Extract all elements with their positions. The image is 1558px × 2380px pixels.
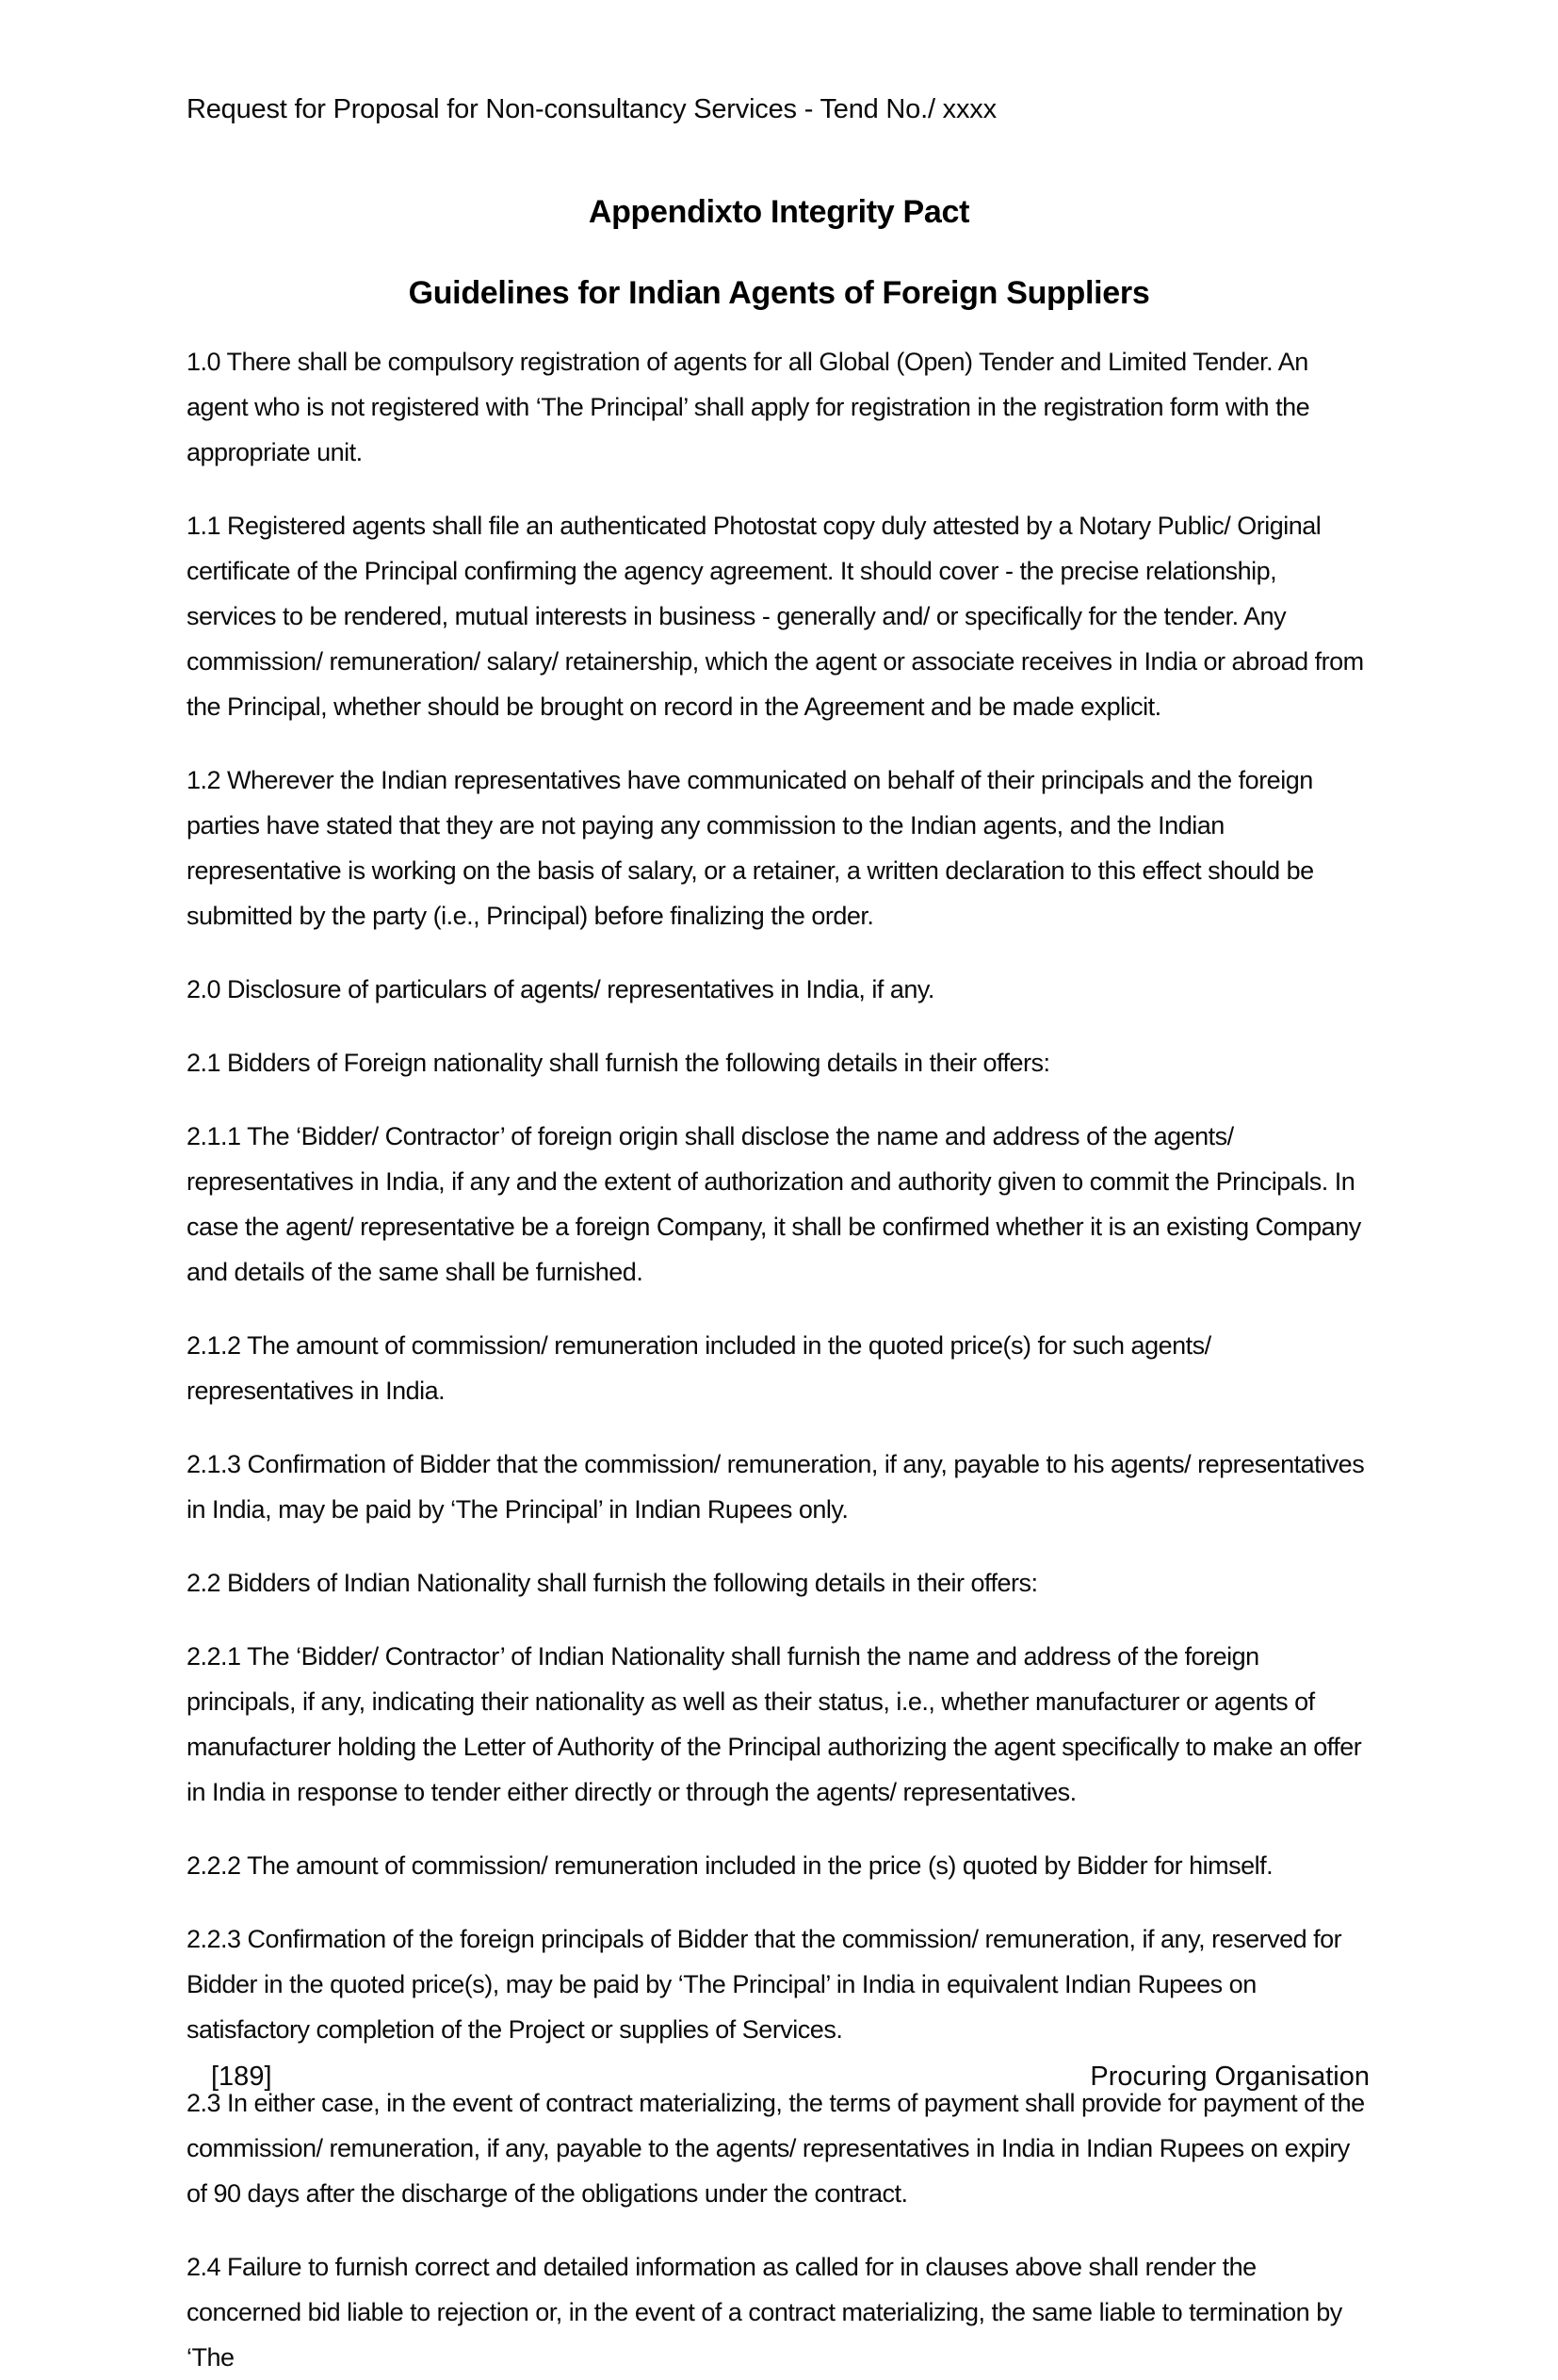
paragraph-2-2: 2.2 Bidders of Indian Nationality shall furnish the following details in their offers:	[187, 1569, 1038, 1597]
document-subtitle: Guidelines for Indian Agents of Foreign Suppliers	[408, 275, 1150, 311]
paragraph-2-2-1: 2.2.1 The ‘Bidder/ Contractor’ of Indian Nationality shall furnish the name and address of the foreign principals, if any, indicating their nationality as well as their status, i.e., whether manufacturer or agents of manufacturer holding the Letter of Authority of the Principal authorizing the agent specifically to make an offer in India in response to tender either directly or through the agents/ representatives.	[187, 1642, 1362, 1806]
paragraph-2-1-3: 2.1.3 Confirmation of Bidder that the commission/ remuneration, if any, payable to his agents/ representatives in India, may be paid by ‘The Principal’ in Indian Rupees only.	[187, 1450, 1365, 1524]
paragraph-1-0: 1.0 There shall be compulsory registration of agents for all Global (Open) Tender and Limited Tender. An agent who is not registered with ‘The Principal’ shall apply for registration in the registration form with the appropriate unit.	[187, 348, 1310, 466]
paragraph-2-1-1: 2.1.1 The ‘Bidder/ Contractor’ of foreign origin shall disclose the name and address of the agents/ representatives in India, if any and the extent of authorization and authority given to commit the Principals. In case the agent/ representative be a foreign Company, it shall be confirmed whether it is an existing Company and details of the same shall be furnished.	[187, 1122, 1361, 1286]
paragraph-2-4: 2.4 Failure to furnish correct and detailed information as called for in clauses above shall render the concerned bid liable to rejection or, in the event of a contract materializing, the same liable to termination by ‘The	[187, 2253, 1342, 2372]
paragraph-2-1: 2.1 Bidders of Foreign nationality shall furnish the following details in their offers:	[187, 1049, 1050, 1077]
paragraph-1-2: 1.2 Wherever the Indian representatives have communicated on behalf of their principals and the foreign parties have stated that they are not paying any commission to the Indian agents, and the Indian representative is working on the basis of salary, or a retainer, a written declaration to this effect should be submitted by the party (i.e., Principal) before finalizing the order.	[187, 766, 1314, 930]
paragraph-2-1-2: 2.1.2 The amount of commission/ remuneration included in the quoted price(s) for such agents/ representatives in India.	[187, 1331, 1211, 1405]
paragraph-1-1: 1.1 Registered agents shall file an authenticated Photostat copy duly attested by a Notary Public/ Original certificate of the Principal confirming the agency agreement. It should cover - the precise relationship, services to be rendered, mutual interests in business - generally and/ or specifically for the tender. Any commission/ remuneration/ salary/ retainership, which the agent or associate receives in India or abroad from the Principal, whether should be brought on record in the Agreement and be made explicit.	[187, 512, 1364, 721]
paragraph-2-3: 2.3 In either case, in the event of contract materializing, the terms of payment shall provide for payment of the commission/ remuneration, if any, payable to the agents/ representatives in India in Indian Rupees on expiry of 90 days after the discharge of the obligations under the contract.	[187, 2089, 1365, 2208]
footer-organisation-label: Procuring Organisation	[1090, 2062, 1370, 2092]
page-footer	[187, 2060, 1370, 2094]
paragraph-2-2-2: 2.2.2 The amount of commission/ remuneration included in the price (s) quoted by Bidder for himself.	[187, 1851, 1274, 1880]
paragraph-2-0: 2.0 Disclosure of particulars of agents/ representatives in India, if any.	[187, 975, 934, 1003]
page-number: [189]	[211, 2062, 272, 2092]
paragraph-2-2-3: 2.2.3 Confirmation of the foreign principals of Bidder that the commission/ remuneration, if any, reserved for Bidder in the quoted price(s), may be paid by ‘The Principal’ in India in equivalent Indian Rupees on satisfactory completion of the Project or supplies of Services.	[187, 1925, 1342, 2044]
page-header: Request for Proposal for Non-consultancy Services - Tend No./ xxxx	[187, 94, 997, 124]
document-title: Appendixto Integrity Pact	[588, 194, 970, 230]
